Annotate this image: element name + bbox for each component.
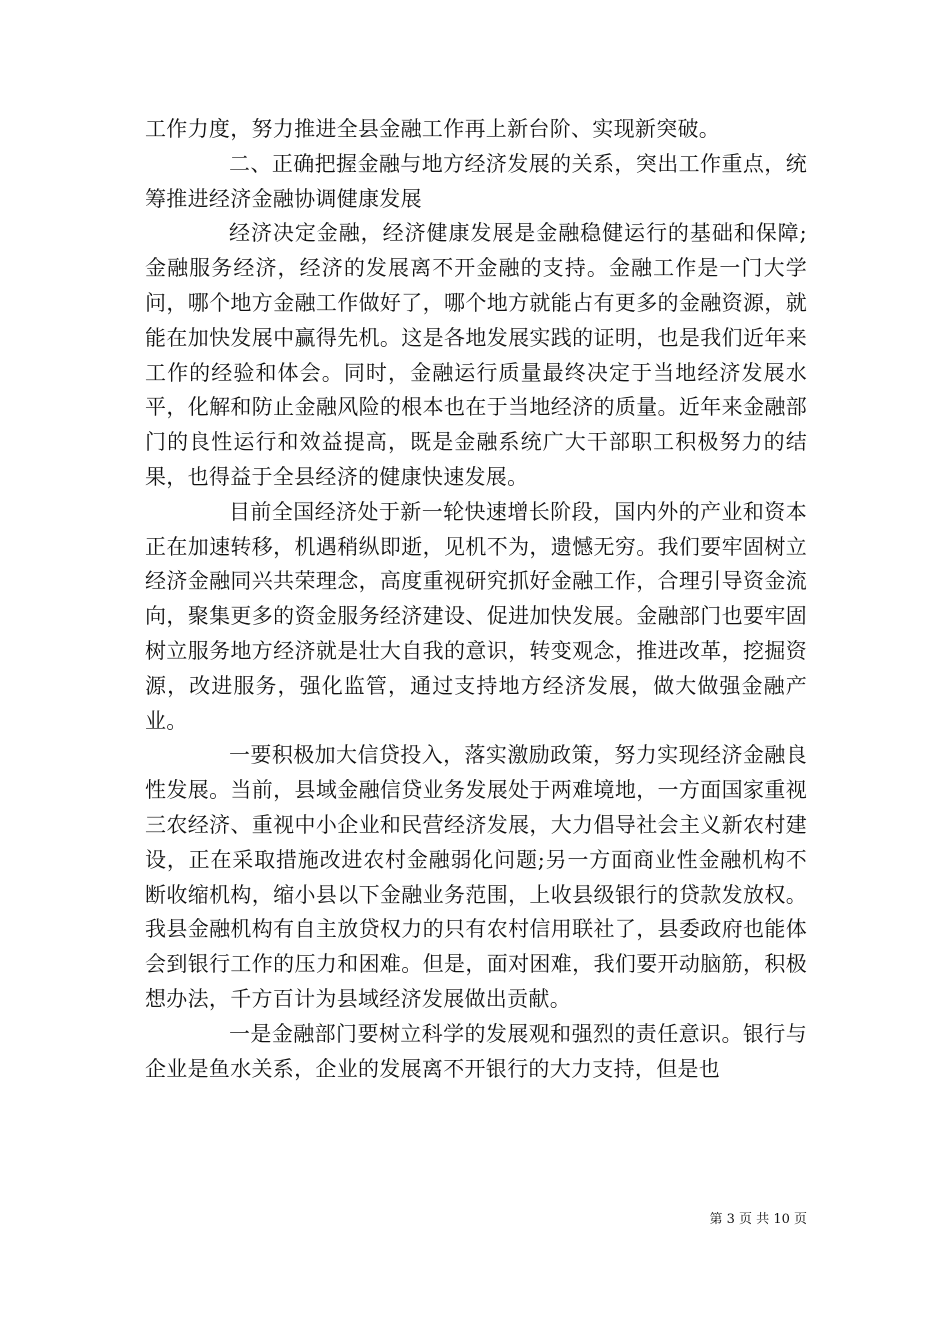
paragraph: 目前全国经济处于新一轮快速增长阶段，国内外的产业和资本正在加速转移，机遇稍纵即逝，见机不为，遗憾无穷。我们要牢固树立经济金融同兴共荣理念，高度重视研究抓好金融工作，合理引导资金流向，聚集更多的资金服务经济建设、促进加快发展。金融部门也要牢固树立服务地方经济就是壮大自我的意识，转变观念，推进改革，挖掘资源，改进服务，强化监管，通过支持地方经济发展，做大做强金融产业。 (145, 499, 807, 733)
paragraph-continuation: 工作力度，努力推进全县金融工作再上新台阶、实现新突破。 (145, 117, 721, 141)
paragraph: 经济决定金融，经济健康发展是金融稳健运行的基础和保障;金融服务经济，经济的发展离不开金融的支持。金融工作是一门大学问，哪个地方金融工作做好了，哪个地方就能占有更多的金融资源，就能在加快发展中赢得先机。这是各地发展实践的证明，也是我们近年来工作的经验和体会。同时，金融运行质量最终决定于当地经济发展水平，化解和防止金融风险的根本也在于当地经济的质量。近年来金融部门的良性运行和效益提高，既是金融系统广大干部职工积极努力的结果，也得益于全县经济的健康快速发展。 (145, 221, 807, 489)
document-body (145, 112, 807, 1086)
section-heading: 二、正确把握金融与地方经济发展的关系，突出工作重点，统筹推进经济金融协调健康发展 (145, 151, 807, 211)
paragraph: 一要积极加大信贷投入，落实激励政策，努力实现经济金融良性发展。当前，县域金融信贷业务发展处于两难境地，一方面国家重视三农经济、重视中小企业和民营经济发展，大力倡导社会主义新农村建设，正在采取措施改进农村金融弱化问题;另一方面商业性金融机构不断收缩机构，缩小县以下金融业务范围，上收县级银行的贷款发放权。我县金融机构有自主放贷权力的只有农村信用联社了，县委政府也能体会到银行工作的压力和困难。但是，面对困难，我们要开动脑筋，积极想办法，千方百计为县域经济发展做出贡献。 (145, 743, 807, 1011)
page-number: 第 3 页 共 10 页 (709, 1212, 807, 1227)
paragraph: 一是金融部门要树立科学的发展观和强烈的责任意识。银行与企业是鱼水关系，企业的发展离不开银行的大力支持，但是也 (145, 1021, 807, 1081)
